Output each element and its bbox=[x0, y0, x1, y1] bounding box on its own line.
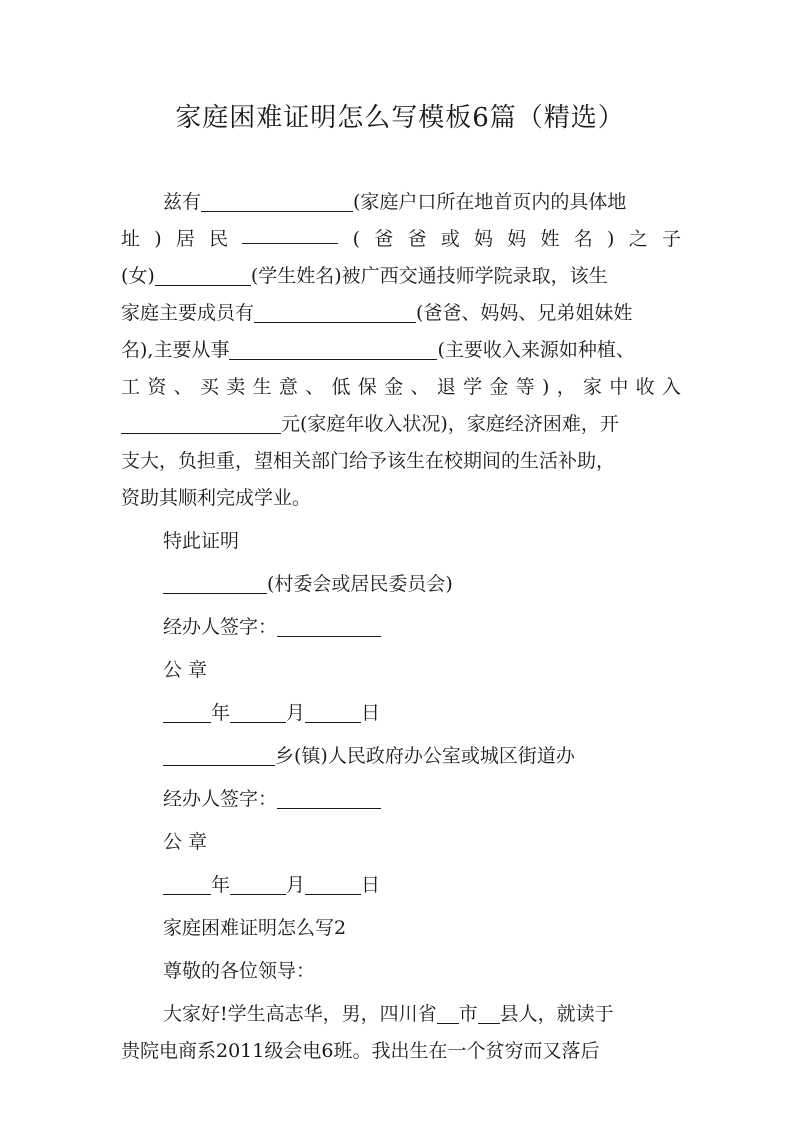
text-segment: (家庭户口所在地首页内的具体地 bbox=[353, 191, 627, 213]
blank-day bbox=[305, 700, 361, 723]
text-char: 生 bbox=[252, 376, 272, 398]
text-char: 金 bbox=[384, 376, 404, 398]
text-char: 、 bbox=[173, 376, 193, 398]
text-segment: 县人，就读于 bbox=[499, 1003, 614, 1025]
text-segment: 市 bbox=[458, 1003, 478, 1025]
blank-signature bbox=[277, 786, 381, 809]
text-char: 资 bbox=[147, 376, 167, 398]
paragraph-line bbox=[121, 295, 681, 332]
text-segment: 月 bbox=[286, 702, 306, 724]
text-char: 家 bbox=[583, 376, 603, 398]
signer-line bbox=[121, 609, 681, 646]
section-heading: 家庭困难证明怎么写2 bbox=[163, 917, 347, 939]
document-body bbox=[121, 184, 681, 1070]
text-char: 意 bbox=[278, 376, 298, 398]
paragraph-line: 支大，负担重，望相关部门给予该生在校期间的生活补助， bbox=[121, 450, 616, 472]
paragraph-line: 贵院电商系2011级会电6班。我出生在一个贫穷而又落后 bbox=[121, 1040, 600, 1062]
text-char: 退 bbox=[436, 376, 456, 398]
text-char: 等 bbox=[515, 376, 535, 398]
text-segment: 月 bbox=[286, 874, 306, 896]
paragraph-line bbox=[121, 258, 681, 295]
text-segment: 大家好!学生高志华，男，四川省 bbox=[163, 1003, 437, 1025]
text-segment: 年 bbox=[211, 874, 231, 896]
text-char: 买 bbox=[199, 376, 219, 398]
text-char: 工 bbox=[121, 376, 141, 398]
blank-income bbox=[121, 411, 281, 434]
village-committee-line bbox=[121, 566, 681, 603]
blank-township bbox=[163, 743, 275, 766]
text-char: 学 bbox=[463, 376, 483, 398]
document-title: 家庭困难证明怎么写模板6篇（精选） bbox=[175, 103, 625, 133]
text-char: 、 bbox=[410, 376, 430, 398]
text-char: 低 bbox=[331, 376, 351, 398]
salutation: 尊敬的各位领导： bbox=[163, 960, 316, 982]
text-segment: 日 bbox=[361, 702, 381, 724]
text-char: 之 bbox=[628, 228, 648, 250]
blank-county bbox=[478, 1001, 500, 1024]
seal-label: 公 章 bbox=[163, 659, 208, 681]
text-char: 、 bbox=[305, 376, 325, 398]
text-segment: (学生姓名)被广西交通技师学院录取，该生 bbox=[250, 265, 608, 287]
text-char: 收 bbox=[635, 376, 655, 398]
paragraph-line bbox=[121, 332, 681, 369]
text-segment: (女) bbox=[121, 265, 155, 287]
text-segment: 年 bbox=[211, 702, 231, 724]
text-char: 址 bbox=[121, 228, 141, 250]
text-char: ( bbox=[352, 228, 361, 250]
text-segment: (爸爸、妈妈、兄弟姐妹姓 bbox=[416, 302, 633, 324]
township-line bbox=[121, 738, 681, 775]
signer-label: 经办人签字： bbox=[163, 788, 278, 810]
text-segment: 元(家庭年收入状况)，家庭经济困难，开 bbox=[281, 413, 619, 435]
text-char: 子 bbox=[661, 228, 681, 250]
text-segment: 日 bbox=[361, 874, 381, 896]
text-char: ) bbox=[154, 228, 162, 250]
text-char: 民 bbox=[209, 228, 229, 250]
blank-year bbox=[163, 700, 211, 723]
paragraph-line bbox=[121, 369, 681, 406]
text-char: 妈 bbox=[507, 228, 527, 250]
text-char: 入 bbox=[661, 376, 681, 398]
text-char: 中 bbox=[609, 376, 629, 398]
text-char: ) bbox=[607, 228, 615, 250]
blank-occupation bbox=[229, 337, 437, 360]
text-segment: (村委会或居民委员会) bbox=[267, 573, 453, 595]
text-char: 卖 bbox=[226, 376, 246, 398]
paragraph-line: 资助其顺利完成学业。 bbox=[121, 487, 312, 509]
paragraph-line bbox=[121, 221, 681, 258]
blank-address bbox=[201, 189, 353, 212]
text-char: ) bbox=[542, 376, 550, 398]
text-segment: (主要收入来源如种植、 bbox=[437, 339, 635, 361]
blank-year bbox=[163, 872, 211, 895]
text-char: 居 bbox=[175, 228, 195, 250]
blank-month bbox=[230, 700, 286, 723]
text-char: 姓 bbox=[540, 228, 560, 250]
text-segment: 家庭主要成员有 bbox=[121, 302, 255, 324]
text-char: 或 bbox=[440, 228, 460, 250]
date-line bbox=[121, 867, 681, 904]
text-char: 保 bbox=[357, 376, 377, 398]
blank-month bbox=[230, 872, 286, 895]
paragraph-line bbox=[121, 184, 681, 221]
blank-family-members bbox=[254, 300, 416, 323]
blank-student-name bbox=[155, 263, 251, 286]
blank-resident bbox=[242, 221, 338, 244]
paragraph-line bbox=[121, 406, 681, 443]
blank-signature bbox=[277, 614, 381, 637]
blank-city bbox=[437, 1001, 459, 1024]
text-char: 金 bbox=[489, 376, 509, 398]
certificate-paragraph bbox=[121, 184, 681, 517]
text-char: 爸 bbox=[374, 228, 394, 250]
date-line bbox=[121, 695, 681, 732]
signer-label: 经办人签字： bbox=[163, 616, 278, 638]
text-char: 名 bbox=[573, 228, 593, 250]
text-segment: 名),主要从事 bbox=[121, 339, 230, 361]
blank-village bbox=[163, 571, 267, 594]
text-segment: 兹有 bbox=[163, 191, 202, 213]
signer-line bbox=[121, 781, 681, 818]
text-char: ， bbox=[556, 376, 576, 398]
text-char: 妈 bbox=[474, 228, 494, 250]
text-char: 爸 bbox=[407, 228, 427, 250]
paragraph-line bbox=[121, 996, 681, 1033]
text-segment: 乡(镇)人民政府办公室或城区街道办 bbox=[275, 745, 575, 767]
certify-text: 特此证明 bbox=[163, 530, 240, 552]
blank-day bbox=[305, 872, 361, 895]
seal-label: 公 章 bbox=[163, 831, 208, 853]
